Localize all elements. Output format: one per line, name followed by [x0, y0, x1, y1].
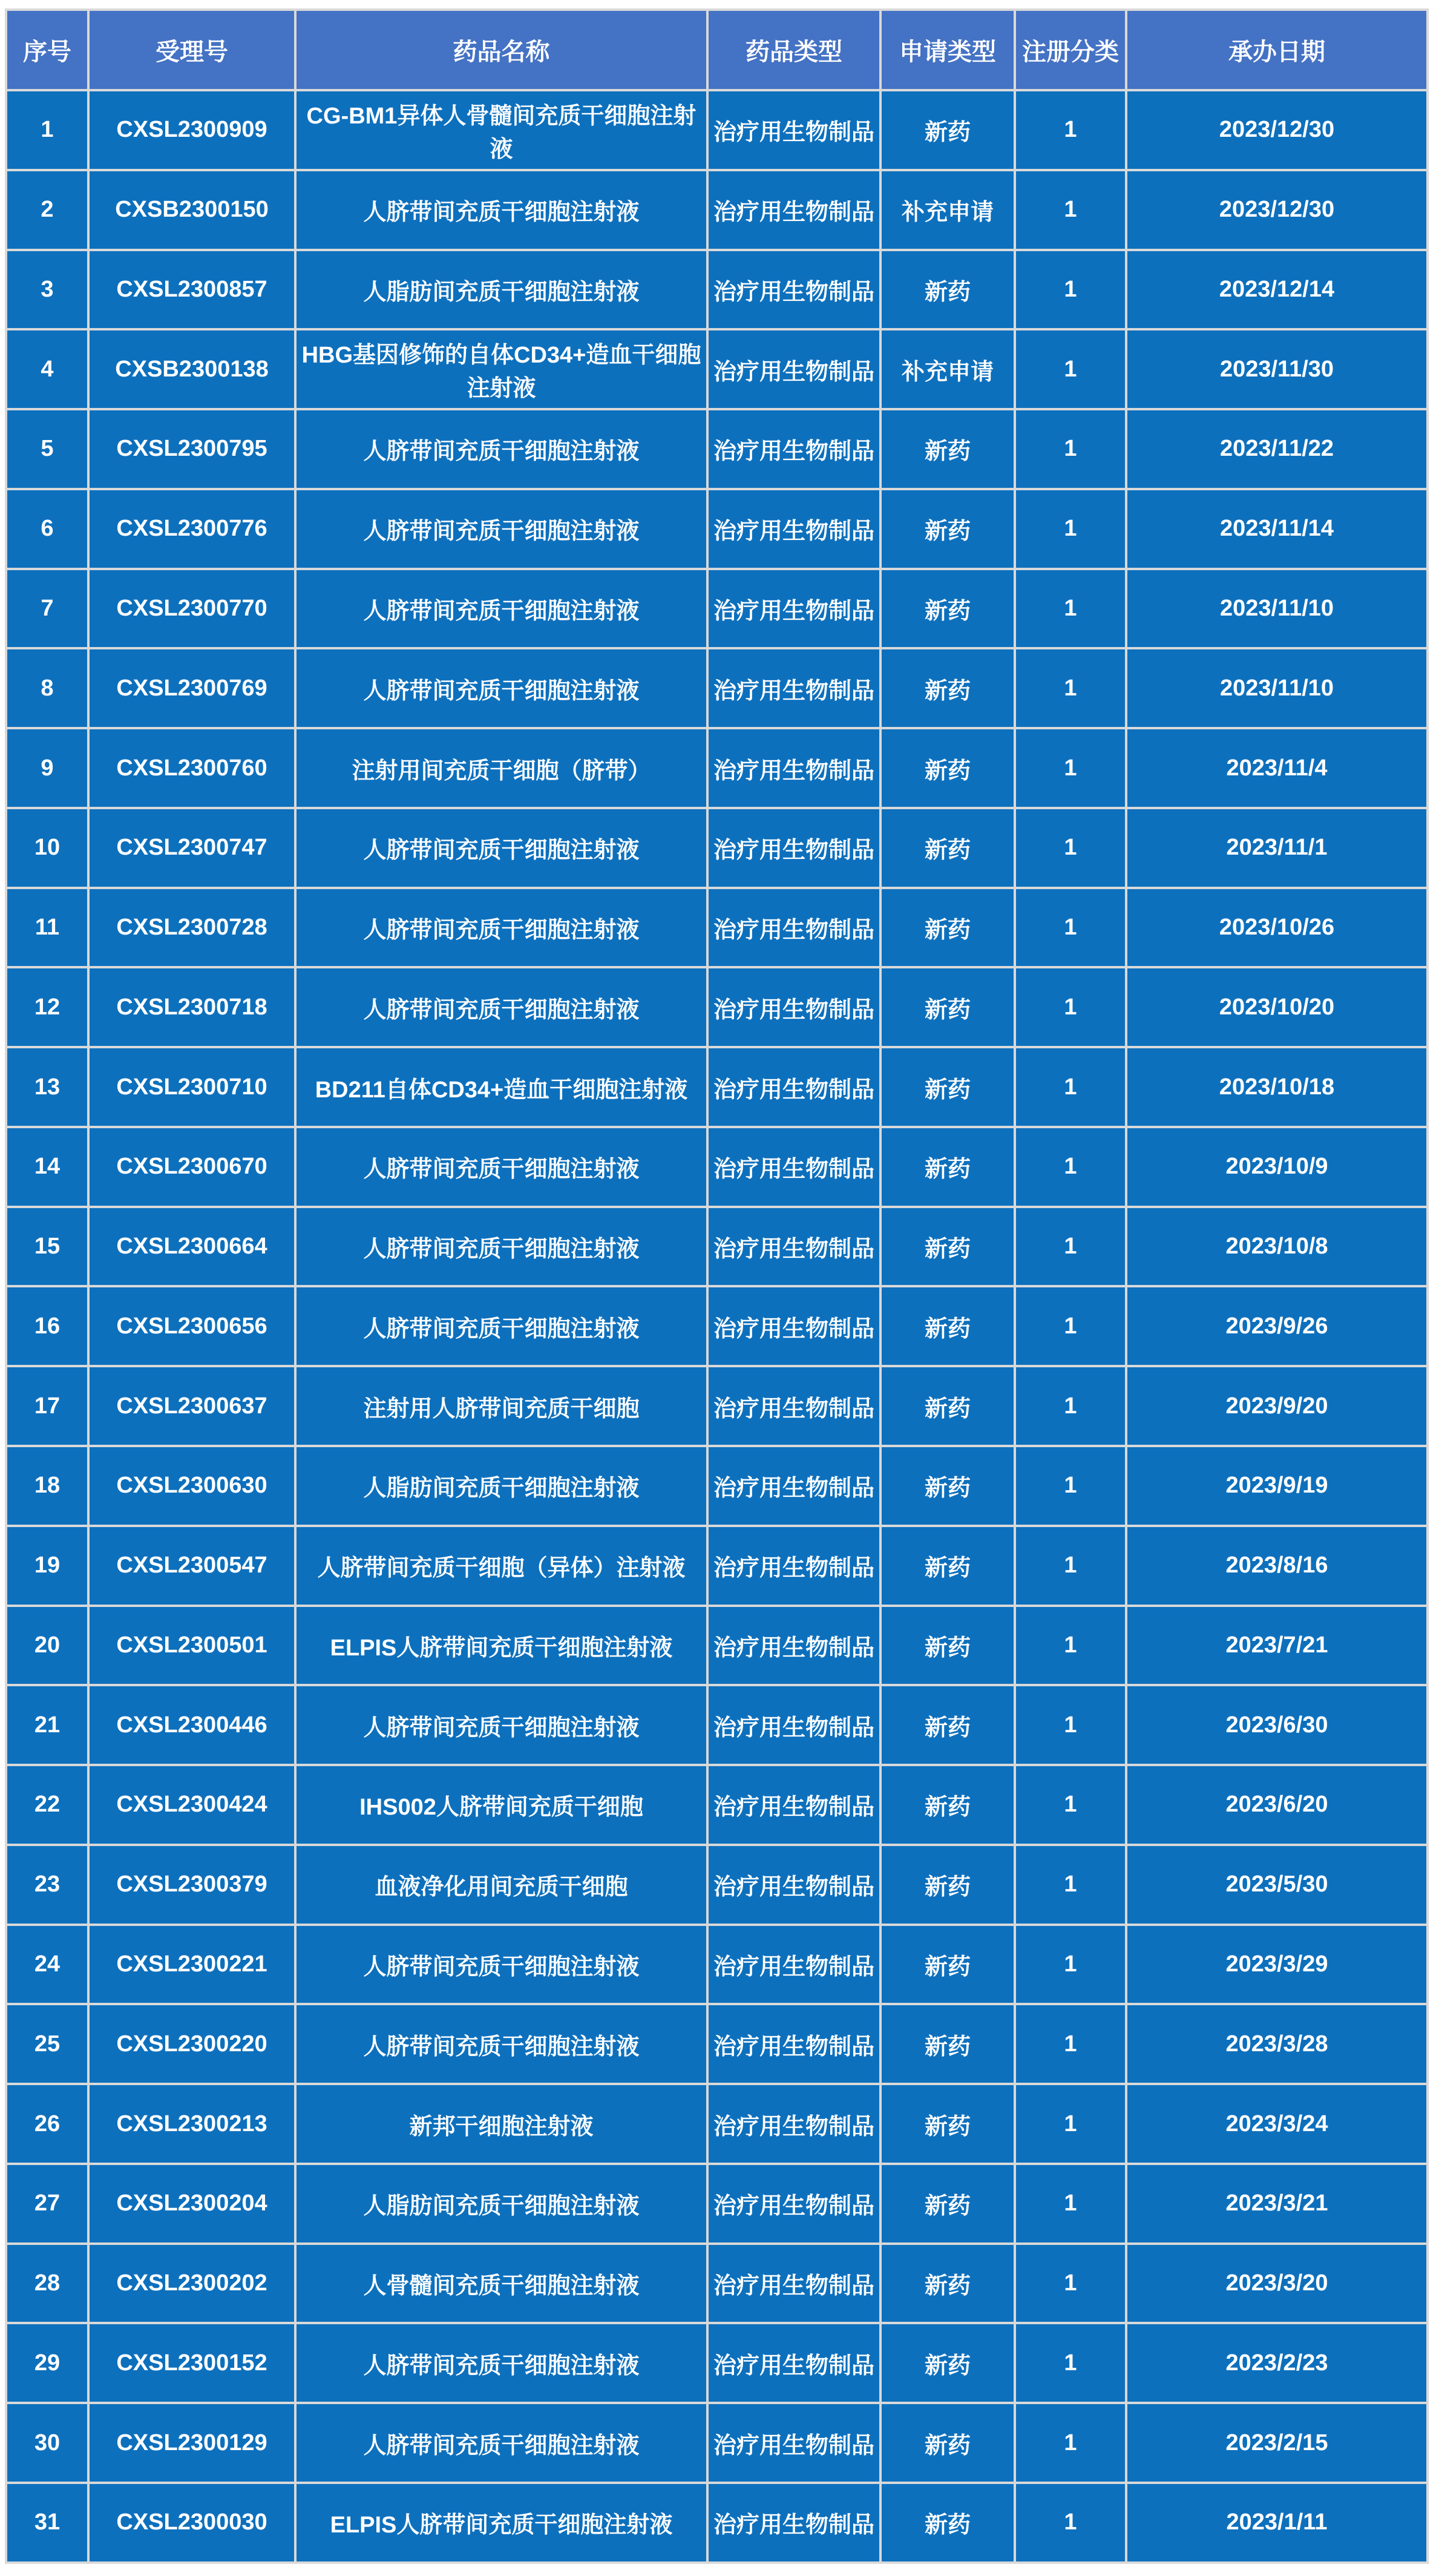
table-cell: 新药 — [880, 1446, 1015, 1526]
table-cell: 人脐带间充质干细胞注射液 — [295, 409, 707, 489]
table-cell: 29 — [6, 2323, 88, 2403]
table-cell: 血液净化用间充质干细胞 — [295, 1845, 707, 1925]
table-cell: 2023/6/20 — [1126, 1765, 1428, 1845]
table-row — [6, 1366, 1428, 1446]
table-cell: 新药 — [880, 1286, 1015, 1366]
table-cell: CXSL2300501 — [88, 1606, 295, 1686]
table-cell: 1 — [1015, 808, 1126, 888]
table-cell: 新药 — [880, 2483, 1015, 2563]
column-header-5: 注册分类 — [1015, 10, 1126, 90]
table-cell: 新药 — [880, 888, 1015, 968]
table-cell: 新药 — [880, 2164, 1015, 2244]
table-row — [6, 1925, 1428, 2005]
table-cell: 1 — [1015, 329, 1126, 409]
column-header-1: 受理号 — [88, 10, 295, 90]
table-cell: 新药 — [880, 2004, 1015, 2084]
table-cell: 31 — [6, 2483, 88, 2563]
table-cell: 治疗用生物制品 — [707, 2084, 880, 2164]
table-cell: 新药 — [880, 1366, 1015, 1446]
table-cell: 2023/11/14 — [1126, 489, 1428, 569]
table-cell: 人脐带间充质干细胞注射液 — [295, 967, 707, 1047]
column-header-4: 申请类型 — [880, 10, 1015, 90]
table-row — [6, 1526, 1428, 1606]
table-row — [6, 808, 1428, 888]
table-cell: 1 — [1015, 2004, 1126, 2084]
table-cell: CXSL2300656 — [88, 1286, 295, 1366]
table-cell: 2023/8/16 — [1126, 1526, 1428, 1606]
table-cell: 26 — [6, 2084, 88, 2164]
table-cell: CXSL2300795 — [88, 409, 295, 489]
table-cell: 补充申请 — [880, 170, 1015, 250]
table-cell: 治疗用生物制品 — [707, 170, 880, 250]
table-cell: 9 — [6, 728, 88, 808]
table-cell: 2023/7/21 — [1126, 1606, 1428, 1686]
table-cell: 1 — [1015, 1685, 1126, 1765]
table-cell: 2023/11/30 — [1126, 329, 1428, 409]
table-cell: CXSL2300637 — [88, 1366, 295, 1446]
table-cell: 2023/3/20 — [1126, 2244, 1428, 2324]
table-cell: 2023/10/26 — [1126, 888, 1428, 968]
table-cell: 人脐带间充质干细胞注射液 — [295, 648, 707, 728]
table-cell: 2023/11/10 — [1126, 648, 1428, 728]
table-cell: 治疗用生物制品 — [707, 489, 880, 569]
table-cell: 8 — [6, 648, 88, 728]
table-cell: 注射用间充质干细胞（脐带） — [295, 728, 707, 808]
table-cell: 2023/9/19 — [1126, 1446, 1428, 1526]
table-cell: 2023/3/21 — [1126, 2164, 1428, 2244]
table-cell: 22 — [6, 1765, 88, 1845]
table-cell: 人脐带间充质干细胞注射液 — [295, 2403, 707, 2483]
table-cell: 新药 — [880, 648, 1015, 728]
table-cell: 新药 — [880, 1047, 1015, 1127]
table-cell: 6 — [6, 489, 88, 569]
table-cell: 16 — [6, 1286, 88, 1366]
table-cell: 治疗用生物制品 — [707, 1925, 880, 2005]
table-row — [6, 90, 1428, 170]
table-cell: 2023/11/4 — [1126, 728, 1428, 808]
column-header-6: 承办日期 — [1126, 10, 1428, 90]
table-cell: 3 — [6, 250, 88, 330]
column-header-3: 药品类型 — [707, 10, 880, 90]
table-cell: 治疗用生物制品 — [707, 728, 880, 808]
table-cell: CXSL2300630 — [88, 1446, 295, 1526]
table-cell: 人脂肪间充质干细胞注射液 — [295, 1446, 707, 1526]
table-cell: 2023/3/28 — [1126, 2004, 1428, 2084]
column-header-2: 药品名称 — [295, 10, 707, 90]
table-cell: 2 — [6, 170, 88, 250]
table-cell: 2023/5/30 — [1126, 1845, 1428, 1925]
table-cell: 1 — [1015, 2483, 1126, 2563]
table-row — [6, 2004, 1428, 2084]
table-cell: 治疗用生物制品 — [707, 409, 880, 489]
table-cell: CXSL2300909 — [88, 90, 295, 170]
table-cell: CXSL2300664 — [88, 1207, 295, 1287]
table-cell: 新药 — [880, 250, 1015, 330]
table-row — [6, 1685, 1428, 1765]
table-cell: CXSL2300424 — [88, 1765, 295, 1845]
table-cell: 27 — [6, 2164, 88, 2244]
table-row — [6, 2244, 1428, 2324]
table-cell: HBG基因修饰的自体CD34+造血干细胞注射液 — [295, 329, 707, 409]
table-cell: 25 — [6, 2004, 88, 2084]
table-cell: 治疗用生物制品 — [707, 1047, 880, 1127]
table-cell: 治疗用生物制品 — [707, 1286, 880, 1366]
table-cell: 2023/12/30 — [1126, 90, 1428, 170]
table-cell: 治疗用生物制品 — [707, 1127, 880, 1207]
table-cell: 人脐带间充质干细胞注射液 — [295, 888, 707, 968]
table-cell: ELPIS人脐带间充质干细胞注射液 — [295, 1606, 707, 1686]
table-cell: 1 — [1015, 90, 1126, 170]
table-row — [6, 409, 1428, 489]
table-cell: 新药 — [880, 2084, 1015, 2164]
table-cell: 2023/2/15 — [1126, 2403, 1428, 2483]
table-cell: 1 — [1015, 1127, 1126, 1207]
table-row — [6, 1845, 1428, 1925]
table-cell: 治疗用生物制品 — [707, 1606, 880, 1686]
table-row — [6, 329, 1428, 409]
table-cell: 治疗用生物制品 — [707, 329, 880, 409]
table-cell: 1 — [1015, 170, 1126, 250]
table-cell: 人脐带间充质干细胞注射液 — [295, 1925, 707, 2005]
table-cell: CXSL2300030 — [88, 2483, 295, 2563]
table-cell: CXSL2300547 — [88, 1526, 295, 1606]
table-cell: 1 — [1015, 2244, 1126, 2324]
table-cell: CXSL2300129 — [88, 2403, 295, 2483]
table-cell: 人脂肪间充质干细胞注射液 — [295, 250, 707, 330]
table-cell: 新药 — [880, 2323, 1015, 2403]
table-cell: 2023/9/26 — [1126, 1286, 1428, 1366]
table-cell: 新药 — [880, 1685, 1015, 1765]
table-cell: 治疗用生物制品 — [707, 1845, 880, 1925]
table-row — [6, 250, 1428, 330]
table-cell: 2023/12/14 — [1126, 250, 1428, 330]
table-cell: 补充申请 — [880, 329, 1015, 409]
table-cell: 新药 — [880, 1526, 1015, 1606]
table-cell: 2023/11/22 — [1126, 409, 1428, 489]
table-cell: 1 — [1015, 2164, 1126, 2244]
table-cell: 新药 — [880, 728, 1015, 808]
table-cell: CXSL2300769 — [88, 648, 295, 728]
header-row — [6, 10, 1428, 90]
table-row — [6, 728, 1428, 808]
table-row — [6, 1606, 1428, 1686]
table-cell: CXSL2300221 — [88, 1925, 295, 2005]
table-cell: 15 — [6, 1207, 88, 1287]
table-cell: CXSL2300747 — [88, 808, 295, 888]
table-cell: 2023/10/18 — [1126, 1047, 1428, 1127]
table-cell: 人脐带间充质干细胞注射液 — [295, 1286, 707, 1366]
table-cell: 13 — [6, 1047, 88, 1127]
table-row — [6, 489, 1428, 569]
table-cell: 2023/12/30 — [1126, 170, 1428, 250]
table-cell: 新药 — [880, 1207, 1015, 1287]
table-body — [6, 90, 1428, 2563]
table-cell: 1 — [1015, 728, 1126, 808]
table-cell: 17 — [6, 1366, 88, 1446]
table-cell: 治疗用生物制品 — [707, 90, 880, 170]
table-row — [6, 888, 1428, 968]
table-cell: 治疗用生物制品 — [707, 1685, 880, 1765]
table-cell: 新药 — [880, 1845, 1015, 1925]
table-cell: 治疗用生物制品 — [707, 1207, 880, 1287]
table-row — [6, 2483, 1428, 2563]
table-cell: CXSL2300710 — [88, 1047, 295, 1127]
table-cell: 新药 — [880, 409, 1015, 489]
table-cell: CXSL2300770 — [88, 569, 295, 649]
table-cell: 1 — [1015, 1845, 1126, 1925]
table-cell: 1 — [1015, 1526, 1126, 1606]
table-cell: 11 — [6, 888, 88, 968]
table-cell: CXSL2300446 — [88, 1685, 295, 1765]
table-row — [6, 2323, 1428, 2403]
table-cell: 2023/10/9 — [1126, 1127, 1428, 1207]
table-cell: CXSL2300220 — [88, 2004, 295, 2084]
table-cell: 新药 — [880, 2403, 1015, 2483]
table-cell: 18 — [6, 1446, 88, 1526]
table-row — [6, 569, 1428, 649]
table-cell: 24 — [6, 1925, 88, 2005]
table-cell: 14 — [6, 1127, 88, 1207]
table-row — [6, 1286, 1428, 1366]
table-cell: 人脐带间充质干细胞注射液 — [295, 1207, 707, 1287]
table-cell: 人脐带间充质干细胞注射液 — [295, 1685, 707, 1765]
table-cell: 1 — [1015, 409, 1126, 489]
table-cell: 19 — [6, 1526, 88, 1606]
table-cell: 1 — [1015, 1446, 1126, 1526]
table-cell: 新药 — [880, 2244, 1015, 2324]
table-cell: 治疗用生物制品 — [707, 569, 880, 649]
table-cell: CXSL2300728 — [88, 888, 295, 968]
table-cell: 2023/3/24 — [1126, 2084, 1428, 2164]
table-cell: CXSL2300202 — [88, 2244, 295, 2324]
table-cell: 人骨髓间充质干细胞注射液 — [295, 2244, 707, 2324]
table-cell: 2023/11/1 — [1126, 808, 1428, 888]
table-cell: 治疗用生物制品 — [707, 2164, 880, 2244]
table-cell: CXSL2300213 — [88, 2084, 295, 2164]
table-cell: 4 — [6, 329, 88, 409]
table-cell: 人脐带间充质干细胞注射液 — [295, 170, 707, 250]
table-cell: 1 — [1015, 569, 1126, 649]
table-cell: 人脐带间充质干细胞注射液 — [295, 569, 707, 649]
table-row — [6, 1446, 1428, 1526]
table-cell: 治疗用生物制品 — [707, 1446, 880, 1526]
table-cell: 治疗用生物制品 — [707, 1366, 880, 1446]
table-cell: 新药 — [880, 489, 1015, 569]
table-cell: 1 — [1015, 2403, 1126, 2483]
table-cell: 1 — [1015, 250, 1126, 330]
table-cell: 1 — [1015, 1047, 1126, 1127]
table-cell: 1 — [1015, 1925, 1126, 2005]
table-cell: 1 — [1015, 1765, 1126, 1845]
table-cell: CXSL2300379 — [88, 1845, 295, 1925]
table-cell: CXSL2300152 — [88, 2323, 295, 2403]
table-cell: 1 — [1015, 489, 1126, 569]
table-cell: 新药 — [880, 569, 1015, 649]
table-cell: 20 — [6, 1606, 88, 1686]
table-cell: 1 — [1015, 1606, 1126, 1686]
table-cell: 7 — [6, 569, 88, 649]
table-cell: 1 — [1015, 1286, 1126, 1366]
table-row — [6, 2164, 1428, 2244]
table-cell: BD211自体CD34+造血干细胞注射液 — [295, 1047, 707, 1127]
table-cell: 30 — [6, 2403, 88, 2483]
table-cell: 人脐带间充质干细胞注射液 — [295, 808, 707, 888]
table-cell: 新药 — [880, 90, 1015, 170]
table-cell: 2023/3/29 — [1126, 1925, 1428, 2005]
table-cell: 2023/10/8 — [1126, 1207, 1428, 1287]
table-cell: 1 — [6, 90, 88, 170]
table-cell: 治疗用生物制品 — [707, 2004, 880, 2084]
table-cell: CXSB2300138 — [88, 329, 295, 409]
table-cell: 新药 — [880, 967, 1015, 1047]
table-cell: 2023/11/10 — [1126, 569, 1428, 649]
table-cell: 28 — [6, 2244, 88, 2324]
table-cell: 新药 — [880, 1606, 1015, 1686]
table-cell: CXSB2300150 — [88, 170, 295, 250]
table-cell: IHS002人脐带间充质干细胞 — [295, 1765, 707, 1845]
table-cell: 治疗用生物制品 — [707, 808, 880, 888]
table-cell: 治疗用生物制品 — [707, 1526, 880, 1606]
table-row — [6, 1207, 1428, 1287]
table-cell: 1 — [1015, 648, 1126, 728]
table-cell: 治疗用生物制品 — [707, 648, 880, 728]
table-cell: 2023/6/30 — [1126, 1685, 1428, 1765]
table-cell: 人脐带间充质干细胞注射液 — [295, 2323, 707, 2403]
table-cell: 10 — [6, 808, 88, 888]
table-cell: 2023/9/20 — [1126, 1366, 1428, 1446]
table-cell: 治疗用生物制品 — [707, 2323, 880, 2403]
table-cell: 治疗用生物制品 — [707, 2483, 880, 2563]
table-cell: CXSL2300760 — [88, 728, 295, 808]
table-cell: CXSL2300718 — [88, 967, 295, 1047]
table-cell: 1 — [1015, 1366, 1126, 1446]
table-cell: 注射用人脐带间充质干细胞 — [295, 1366, 707, 1446]
table-cell: 23 — [6, 1845, 88, 1925]
table-row — [6, 170, 1428, 250]
table-cell: 新药 — [880, 808, 1015, 888]
table-row — [6, 1765, 1428, 1845]
table-cell: CXSL2300204 — [88, 2164, 295, 2244]
table-row — [6, 1127, 1428, 1207]
table-cell: 治疗用生物制品 — [707, 2244, 880, 2324]
table-cell: 新药 — [880, 1765, 1015, 1845]
table-row — [6, 967, 1428, 1047]
table-row — [6, 648, 1428, 728]
table-cell: 1 — [1015, 888, 1126, 968]
table-cell: 新药 — [880, 1925, 1015, 2005]
table-cell: 12 — [6, 967, 88, 1047]
table-cell: CG-BM1异体人骨髓间充质干细胞注射液 — [295, 90, 707, 170]
table-cell: 治疗用生物制品 — [707, 888, 880, 968]
table-cell: 2023/2/23 — [1126, 2323, 1428, 2403]
table-cell: 1 — [1015, 1207, 1126, 1287]
table-cell: 治疗用生物制品 — [707, 1765, 880, 1845]
column-header-0: 序号 — [6, 10, 88, 90]
table-cell: CXSL2300670 — [88, 1127, 295, 1207]
table-cell: 人脐带间充质干细胞注射液 — [295, 1127, 707, 1207]
table-cell: 21 — [6, 1685, 88, 1765]
table-cell: CXSL2300857 — [88, 250, 295, 330]
drug-application-table — [5, 8, 1429, 2564]
table-cell: 2023/1/11 — [1126, 2483, 1428, 2563]
table-cell: 1 — [1015, 2084, 1126, 2164]
table-row — [6, 1047, 1428, 1127]
table-cell: 人脂肪间充质干细胞注射液 — [295, 2164, 707, 2244]
table-cell: 2023/10/20 — [1126, 967, 1428, 1047]
table-cell: 人脐带间充质干细胞注射液 — [295, 2004, 707, 2084]
table-cell: 治疗用生物制品 — [707, 250, 880, 330]
table-row — [6, 2403, 1428, 2483]
table-cell: 人脐带间充质干细胞（异体）注射液 — [295, 1526, 707, 1606]
table-cell: ELPIS人脐带间充质干细胞注射液 — [295, 2483, 707, 2563]
table-cell: 1 — [1015, 2323, 1126, 2403]
table-cell: 治疗用生物制品 — [707, 967, 880, 1047]
table-cell: 新邦干细胞注射液 — [295, 2084, 707, 2164]
table-cell: 治疗用生物制品 — [707, 2403, 880, 2483]
table-cell: 5 — [6, 409, 88, 489]
table-cell: CXSL2300776 — [88, 489, 295, 569]
table-row — [6, 2084, 1428, 2164]
table-cell: 人脐带间充质干细胞注射液 — [295, 489, 707, 569]
table-cell: 新药 — [880, 1127, 1015, 1207]
table-cell: 1 — [1015, 967, 1126, 1047]
